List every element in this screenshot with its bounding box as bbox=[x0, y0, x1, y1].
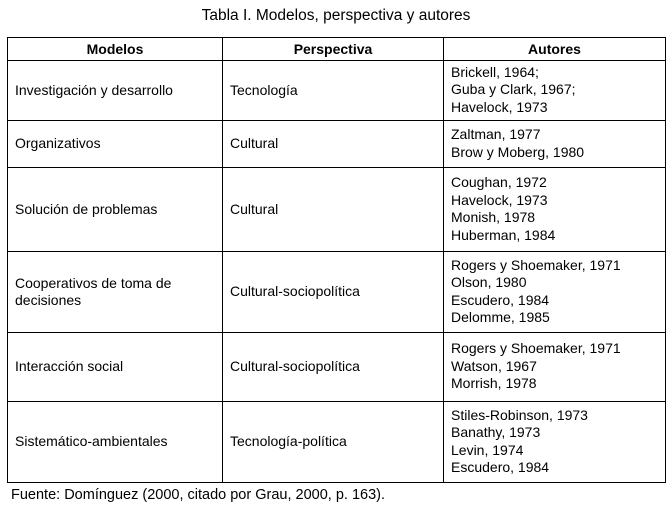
table-row bbox=[8, 168, 666, 252]
header-row bbox=[8, 38, 666, 61]
author-entry: Escudero, 1984 bbox=[451, 291, 550, 308]
author-entry: Watson, 1967 bbox=[451, 357, 537, 374]
models-table bbox=[7, 37, 666, 483]
authors-cell bbox=[444, 252, 666, 333]
authors-cell bbox=[444, 168, 666, 252]
author-entry: Coughan, 1972 bbox=[451, 174, 547, 190]
authors-cell bbox=[444, 61, 666, 121]
author-entry: Morrish, 1978 bbox=[451, 375, 537, 392]
author-entry: Delomme, 1985 bbox=[451, 309, 550, 325]
author-entry: Havelock, 1973 bbox=[451, 98, 548, 115]
perspective-cell: Tecnología-política bbox=[223, 402, 444, 483]
author-entry: Monish, 1978 bbox=[451, 209, 536, 225]
perspective-cell: Cultural bbox=[223, 168, 444, 252]
authors-cell bbox=[444, 333, 666, 402]
model-cell: Cooperativos de toma de decisiones bbox=[8, 252, 223, 333]
author-entry: Havelock, 1973 bbox=[451, 191, 548, 208]
author-entry: Zaltman, 1977 bbox=[451, 126, 541, 142]
author-entry: Rogers y Shoemaker, 1971 bbox=[451, 340, 621, 357]
table-row bbox=[8, 333, 666, 402]
model-cell: Sistemático-ambientales bbox=[8, 402, 223, 483]
header-perspective: Perspectiva bbox=[223, 38, 444, 61]
perspective-cell: Cultural bbox=[223, 121, 444, 168]
perspective-cell: Cultural-sociopolítica bbox=[223, 333, 444, 402]
table-caption: Tabla I. Modelos, perspectiva y autores bbox=[201, 7, 471, 24]
author-entry: Stiles-Robinson, 1973 bbox=[451, 406, 588, 423]
author-entry: Brickell, 1964; bbox=[451, 63, 539, 80]
model-cell: Organizativos bbox=[8, 121, 223, 168]
perspective-cell: Tecnología bbox=[223, 61, 444, 121]
model-cell: Solución de problemas bbox=[8, 168, 223, 252]
source-note: Fuente: Domínguez (2000, citado por Grau, 2000, p. 163). bbox=[11, 487, 386, 503]
author-entry: Escudero, 1984 bbox=[451, 459, 550, 475]
perspective-cell: Cultural-sociopolítica bbox=[223, 252, 444, 333]
authors-cell bbox=[444, 402, 666, 483]
author-entry: Banathy, 1973 bbox=[451, 424, 541, 440]
header-models: Modelos bbox=[8, 38, 223, 61]
table-row bbox=[8, 252, 666, 333]
author-entry: Guba y Clark, 1967; bbox=[451, 81, 576, 98]
table-row bbox=[8, 61, 666, 121]
header-authors: Autores bbox=[444, 38, 666, 61]
authors-cell bbox=[444, 121, 666, 168]
table-row bbox=[8, 402, 666, 483]
model-cell: Investigación y desarrollo bbox=[8, 61, 223, 121]
author-entry: Levin, 1974 bbox=[451, 441, 524, 458]
table-row bbox=[8, 121, 666, 168]
author-entry: Olson, 1980 bbox=[451, 274, 527, 290]
author-entry: Brow y Moberg, 1980 bbox=[451, 143, 585, 160]
model-cell: Interacción social bbox=[8, 333, 223, 402]
author-entry: Huberman, 1984 bbox=[451, 226, 556, 243]
author-entry: Rogers y Shoemaker, 1971 bbox=[451, 256, 621, 273]
